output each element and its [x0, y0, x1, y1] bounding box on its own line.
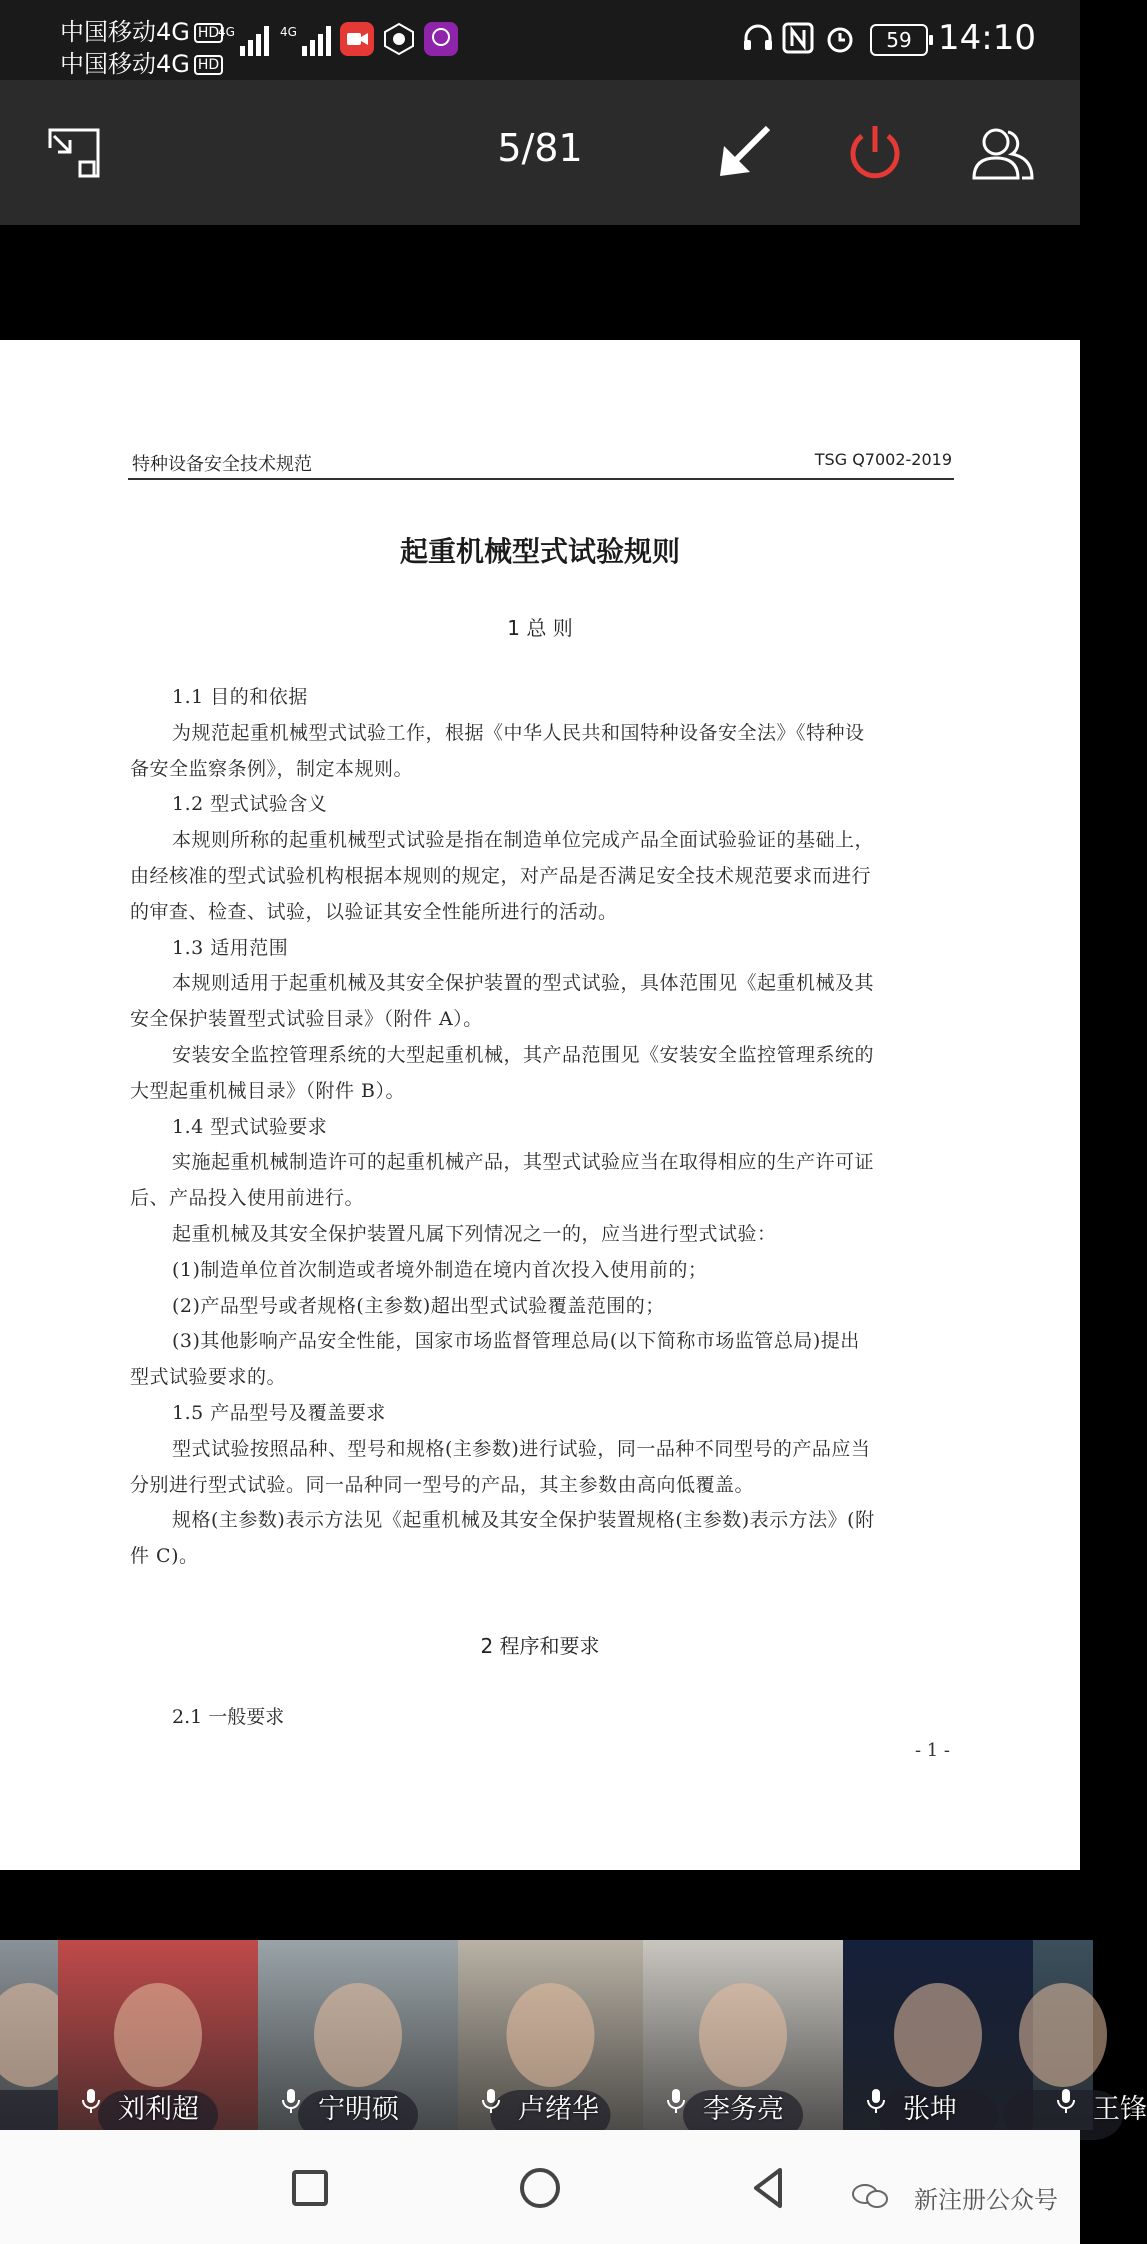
participant-tile[interactable] [843, 1940, 1033, 2130]
participant-name: 宁明硕 [318, 2094, 399, 2125]
participant-name: 卢绪华 [518, 2094, 599, 2125]
microphone-icon [661, 2086, 691, 2116]
doc-line: 的审查、检查、试验，以验证其安全性能所进行的活动。 [130, 900, 618, 923]
doc-line: 为规范起重机械型式试验工作，根据《中华人民共和国特种设备安全法》《特种设 [172, 721, 865, 744]
signal-strength-icon [218, 22, 278, 58]
status-bar [0, 0, 1080, 80]
participant-name: 张坤 [903, 2094, 957, 2125]
participant-tile[interactable] [58, 1940, 258, 2130]
subsection-heading: 2.1 一般要求 [172, 1706, 285, 1728]
doc-line: 后、产品投入使用前进行。 [130, 1187, 365, 1210]
battery-indicator: 59 [870, 24, 928, 56]
doc-line: 大型起重机械目录》（附件 B）。 [130, 1079, 406, 1102]
participant-name: 王锋 [1093, 2094, 1147, 2125]
participant-tile[interactable] [1033, 1940, 1147, 2130]
clock: 14:10 [938, 18, 1036, 58]
doc-title: 起重机械型式试验规则 [399, 535, 680, 568]
hd-badge: HD [194, 55, 223, 75]
doc-line: 件 C)。 [130, 1545, 199, 1568]
microphone-icon [476, 2086, 506, 2116]
meeting-toolbar [0, 80, 1080, 225]
doc-line: 实施起重机械制造许可的起重机械产品，其型式试验应当在取得相应的生产许可证 [172, 1151, 875, 1174]
headset-icon [740, 20, 776, 56]
participant-name: 李务亮 [703, 2094, 784, 2125]
participants-icon[interactable] [968, 118, 1038, 188]
participant-tile[interactable] [0, 1940, 58, 2130]
recents-icon[interactable] [280, 2158, 340, 2218]
page-counter: 5/81 [497, 126, 583, 170]
doc-line: (2)产品型号或者规格(主参数)超出型式试验覆盖范围的； [172, 1294, 665, 1317]
watermark-text: 新注册公众号 [914, 2186, 1058, 2214]
microphone-icon [276, 2086, 306, 2116]
app-icon [424, 22, 458, 56]
microphone-icon [76, 2086, 106, 2116]
doc-line: 1.1 目的和依据 [172, 686, 308, 708]
section-heading: 1 总 则 [507, 616, 573, 640]
section-heading: 2 程序和要求 [480, 1634, 600, 1658]
participant-name: 刘利超 [118, 2094, 199, 2125]
svg-text:4G: 4G [280, 25, 297, 39]
video-app-icon [340, 22, 374, 56]
shared-document[interactable] [0, 340, 1080, 1870]
carrier-label-1: 中国移动4G HD [60, 12, 223, 47]
participant-tile[interactable] [643, 1940, 843, 2130]
doc-line: 分别进行型式试验。同一品种同一型号的产品，其主参数由高向低覆盖。 [130, 1473, 755, 1496]
doc-header-left: 特种设备安全技术规范 [132, 454, 312, 475]
doc-line: 本规则适用于起重机械及其安全保护装置的型式试验，具体范围见《起重机械及其 [172, 972, 875, 995]
back-icon[interactable] [740, 2158, 800, 2218]
doc-line: 1.4 型式试验要求 [172, 1115, 328, 1138]
doc-line: 1.3 适用范围 [172, 936, 289, 959]
page-number: - 1 - [914, 1740, 950, 1761]
power-leave-icon[interactable] [840, 118, 910, 188]
wechat-icon [850, 2182, 890, 2210]
doc-header-right: TSG Q7002-2019 [814, 450, 952, 469]
doc-line: (3)其他影响产品安全性能，国家市场监督管理总局(以下简称市场监管总局)提出 [172, 1330, 860, 1353]
doc-body [130, 680, 952, 1575]
doc-line: 安装安全监控管理系统的大型起重机械，其产品范围见《安装安全监控管理系统的 [172, 1043, 875, 1066]
doc-line: 安全保护装置型式试验目录》（附件 A）。 [130, 1008, 483, 1031]
doc-line: 由经核准的型式试验机构根据本规则的规定，对产品是否满足安全技术规范要求而进行 [130, 864, 872, 887]
microphone-icon [861, 2086, 891, 2116]
microphone-icon [1051, 2086, 1081, 2116]
exit-fullscreen-icon[interactable] [40, 118, 110, 188]
hd-badge: HD [194, 23, 223, 43]
doc-line: (1)制造单位首次制造或者境外制造在境内首次投入使用前的； [172, 1258, 708, 1281]
doc-line: 备安全监察条例》，制定本规则。 [130, 757, 414, 780]
carrier-label-2: 中国移动4G HD [60, 44, 223, 79]
hand-app-icon [382, 22, 416, 56]
svg-text:4G: 4G [218, 25, 235, 39]
participant-video [0, 1940, 58, 2130]
doc-line: 起重机械及其安全保护装置凡属下列情况之一的，应当进行型式试验： [172, 1222, 777, 1245]
letterbox-top [0, 225, 1080, 340]
participant-tile[interactable] [458, 1940, 643, 2130]
letterbox-bottom [0, 1870, 1080, 1940]
doc-line: 规格(主参数)表示方法见《起重机械及其安全保护装置规格(主参数)表示方法》(附 [172, 1509, 875, 1532]
navigation-bar [0, 2130, 1080, 2244]
home-icon[interactable] [510, 2158, 570, 2218]
header-divider [128, 478, 954, 480]
arrow-minimize-icon[interactable] [712, 118, 782, 188]
participant-strip[interactable] [0, 1940, 1147, 2130]
alarm-icon [822, 20, 858, 56]
doc-line: 1.5 产品型号及覆盖要求 [172, 1401, 386, 1424]
participant-tile[interactable] [258, 1940, 458, 2130]
signal-strength-icon [280, 22, 340, 58]
doc-line: 本规则所称的起重机械型式试验是指在制造单位完成产品全面试验验证的基础上， [172, 829, 875, 852]
nfc-icon [780, 20, 816, 56]
doc-line: 1.2 型式试验含义 [172, 793, 328, 816]
doc-line: 型式试验按照品种、型号和规格(主参数)进行试验，同一品种不同型号的产品应当 [172, 1437, 871, 1460]
doc-line: 型式试验要求的。 [130, 1366, 287, 1389]
